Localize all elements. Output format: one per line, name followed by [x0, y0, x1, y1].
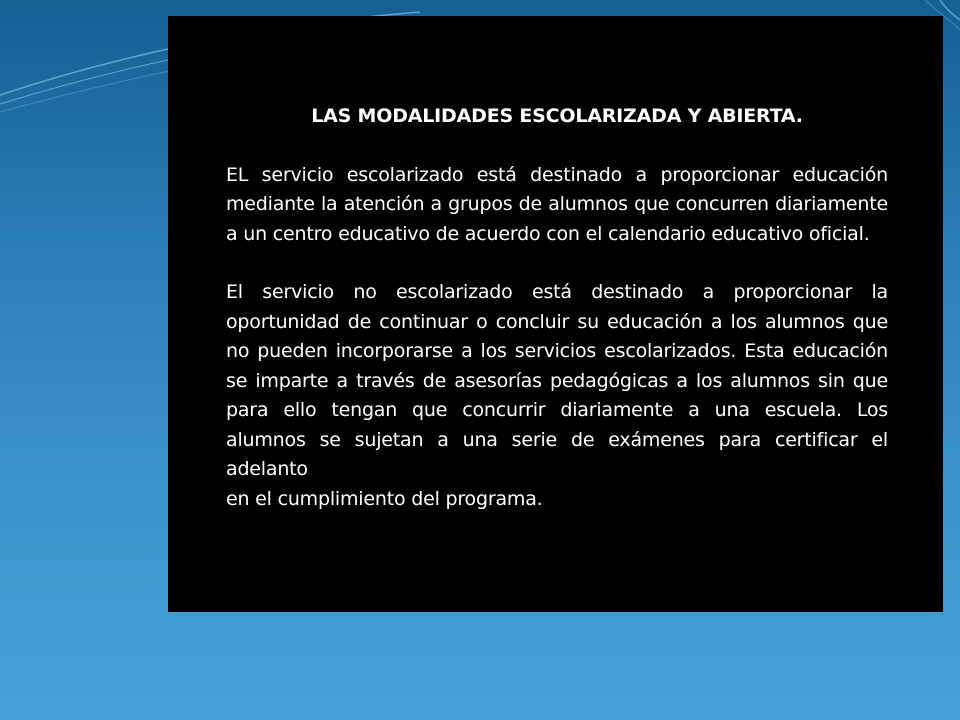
paragraph-no-escolarizado-body: El servicio no escolarizado está destinado a proporcionar la oportunidad de continuar o concluir su educación a los alumnos que no pueden incorporarse a los servicios escolarizados. Esta educación se imparte a través de asesorías pedagógicas a los alumnos sin que para ello tengan que concurrir diariamente a una escuela. Los alumnos se sujetan a una serie de exámenes para certificar el adelanto: [226, 281, 888, 480]
paragraph-escolarizado: EL servicio escolarizado está destinado a proporcionar educación mediante la atención a grupos de alumnos que concurren diariamente a un centro educativo de acuerdo con el calendario educativo oficial.: [226, 163, 888, 245]
slide-title: LAS MODALIDADES ESCOLARIZADA Y ABIERTA.: [311, 105, 803, 127]
paragraph-no-escolarizado-tail: en el cumplimiento del programa.: [226, 487, 543, 510]
slide-text-content: [226, 102, 888, 514]
paragraph-no-escolarizado: [226, 278, 888, 514]
slide-content-box: [168, 16, 943, 612]
